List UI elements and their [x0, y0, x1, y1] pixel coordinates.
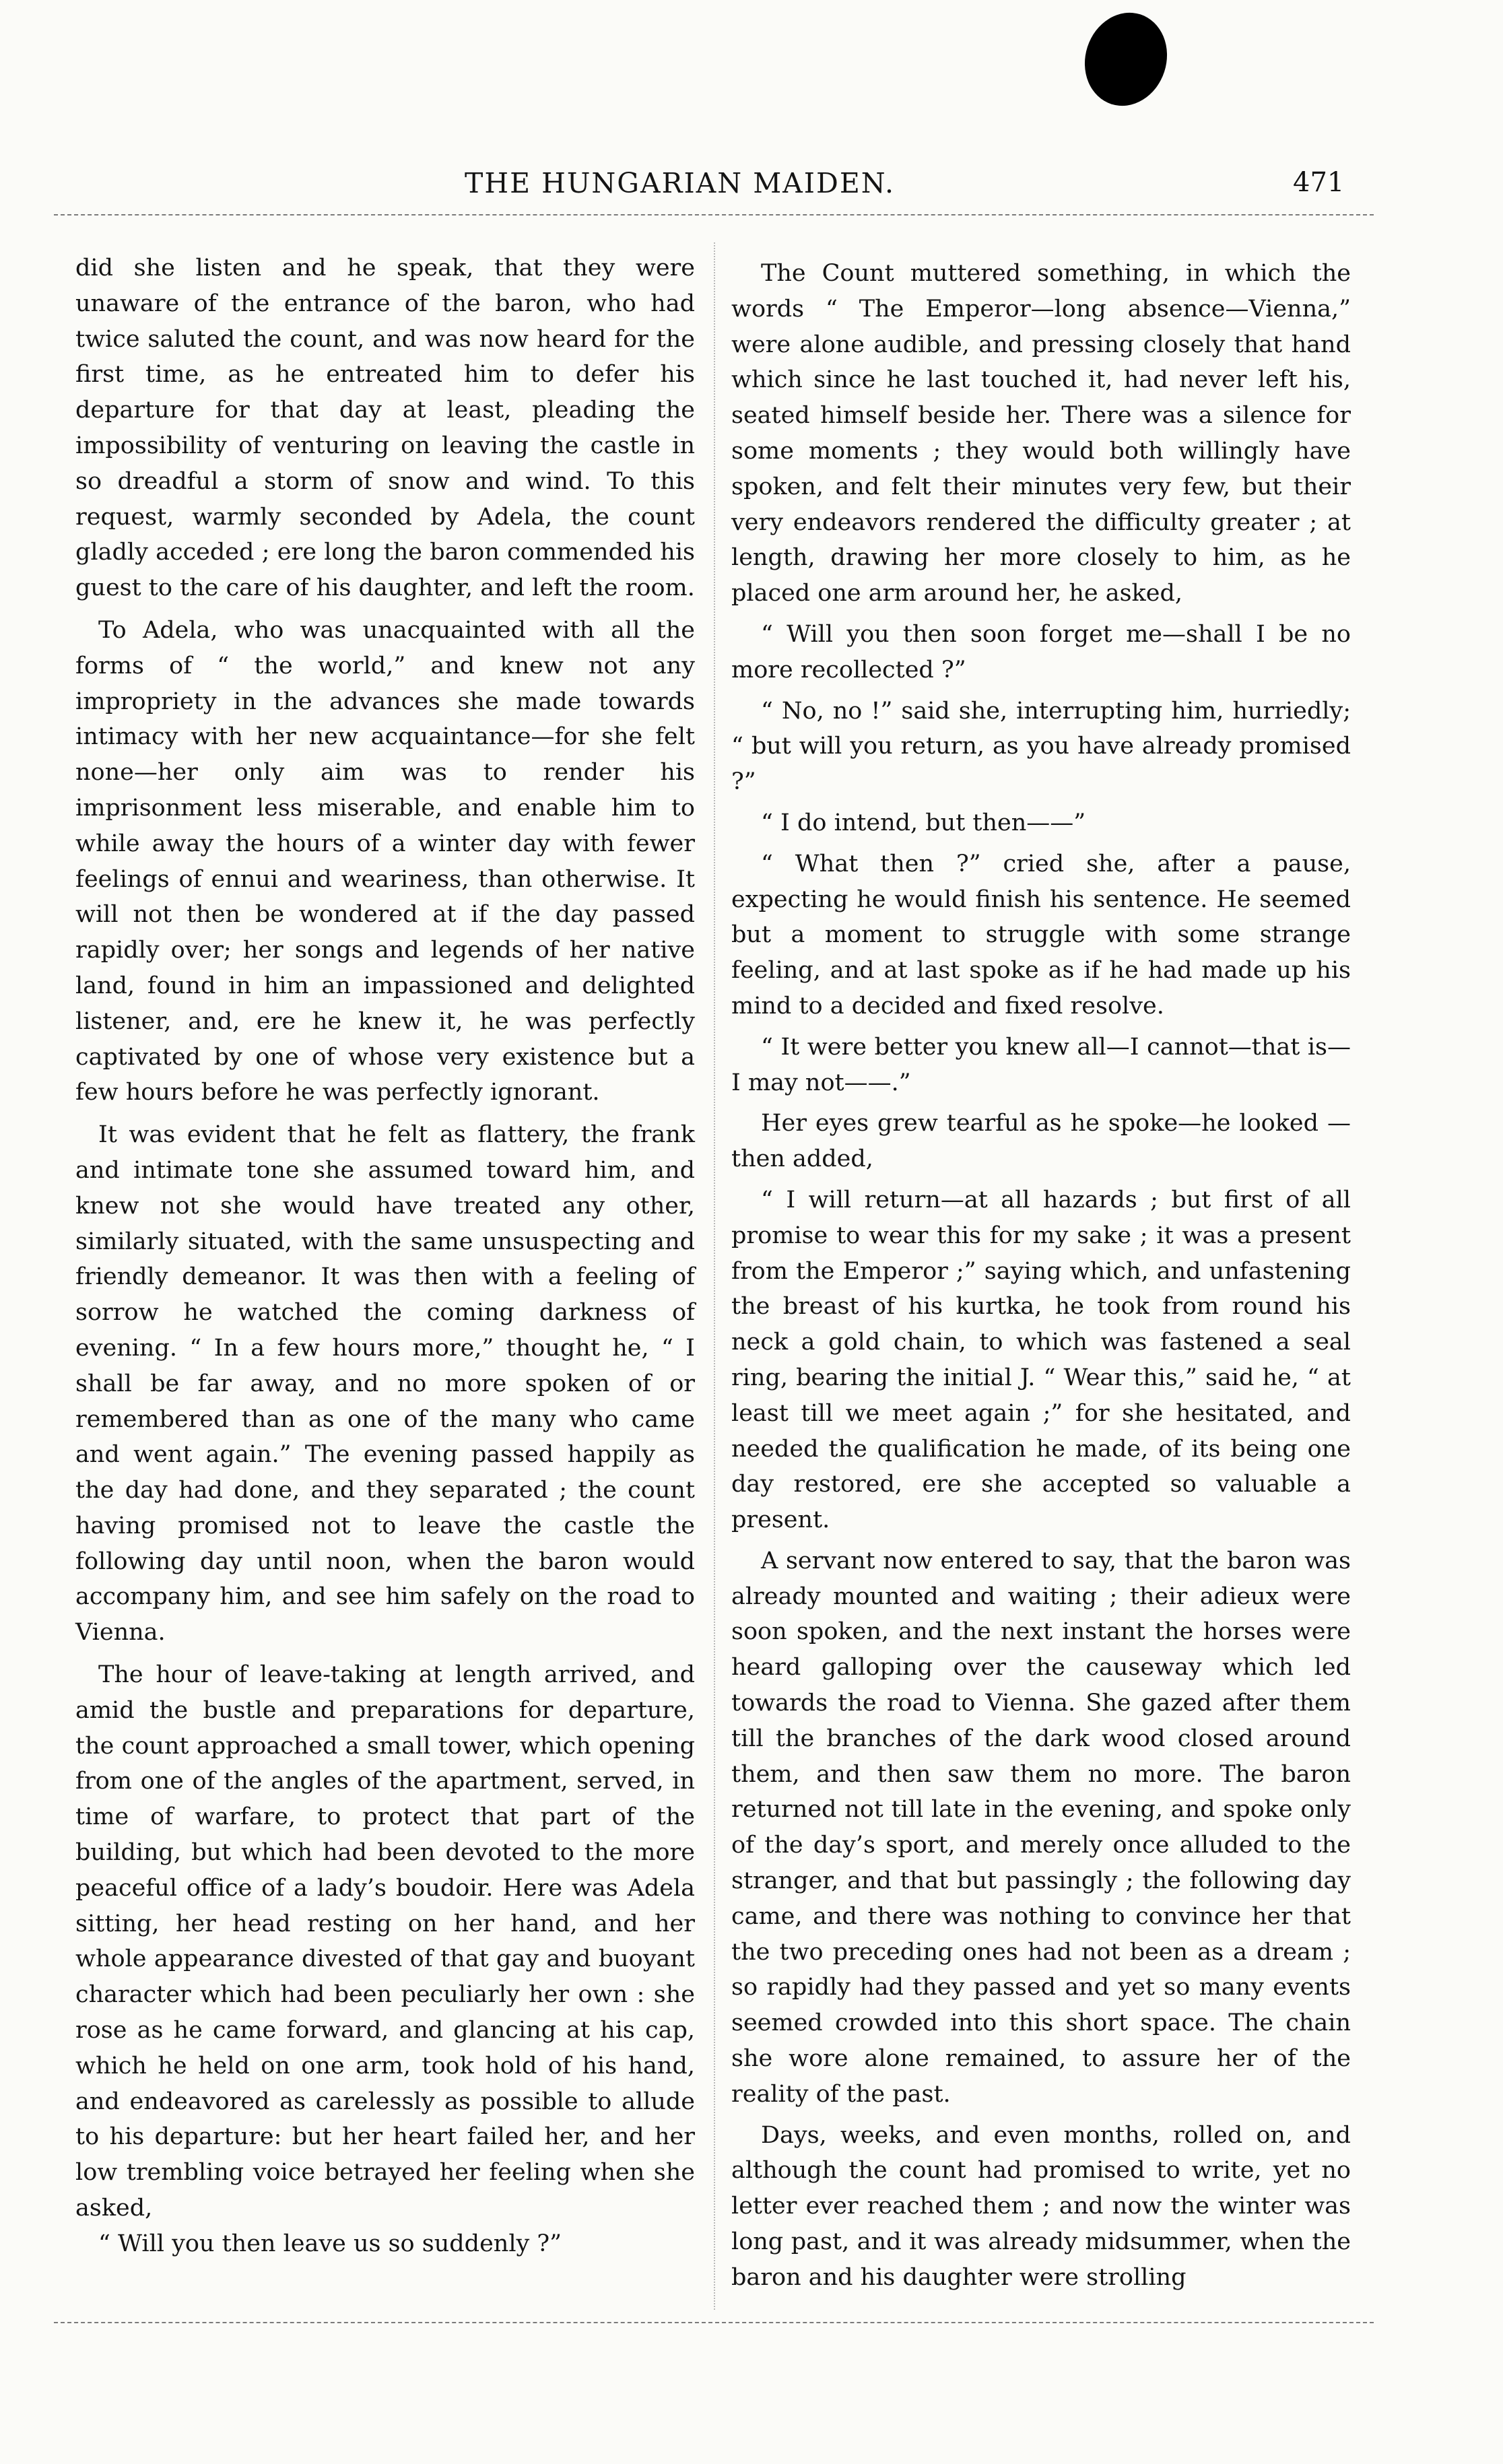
paragraph: It was evident that he felt as flattery, the frank and intimate tone she assumed toward him, and knew not she would have treated any other, similarly situated, with the same unsuspecting and friendly demeanor. It was then with a feeling of sorrow he watched the coming darkness of evening. “ In a few hours more,” thought he, “ I shall be far away, and no more spoken of or remembered than as one of the many who came and went again.” The evening passed happily as the day had done, and they separated ; the count having promised not to leave the castle the following day until noon, when the baron would accompany him, and see him safely on the road to Vienna. — [75, 1121, 695, 1646]
header-rule — [54, 214, 1374, 215]
paragraph: The Count muttered something, in which the words “ The Emperor—long absence—Vienna,” were alone audible, and pressing closely that hand which since he last touched it, had never left his, seated himself beside her. There was a silence for some moments ; they would both willingly have spoken, and felt their minutes very few, but their very endeavors rendered the difficulty greater ; at length, drawing her more closely to him, as he placed one arm around her, he asked, — [731, 260, 1351, 607]
paragraph: A servant now entered to say, that the baron was already mounted and waiting ; their adieux were soon spoken, and the next instant the horses were heard galloping over the causeway which led towards the road to Vienna. She gazed after them till the branches of the dark wood closed around them, and then saw them no more. The baron returned not till late in the evening, and spoke only of the day’s sport, and merely once alluded to the stranger, and that but passingly ; the following day came, and there was nothing to convince her that the two preceding ones had not been as a dream ; so rapidly had they passed and yet so many events seemed crowded into this short space. The chain she wore alone remained, to assure her of the reality of the past. — [731, 1547, 1351, 2108]
running-title: THE HUNGARIAN MAIDEN. — [465, 167, 896, 199]
paragraph: The hour of leave-taking at length arrived, and amid the bustle and preparations for departure, the count approached a small tower, which opening from one of the angles of the apartment, served, in time of warfare, to protect that part of the building, but which had been devoted to the more peaceful office of a lady’s boudoir. Here was Adela sitting, her head resting on her hand, and her whole appearance divested of that gay and buoyant character which had been peculiarly her own : she rose as he came forward, and glancing at his cap, which he held on one arm, took hold of his hand, and endeavored as carelessly as possible to allude to his departure: but her heart failed her, and her low trembling voice betrayed her feeling when she asked, — [75, 1661, 695, 2222]
left-column — [75, 251, 695, 2262]
page-number: 471 — [1293, 167, 1345, 198]
paragraph: To Adela, who was unacquainted with all the forms of “ the world,” and knew not any impropriety in the advances she made towards intimacy with her new acquaintance—for she felt none—her only aim was to render his imprisonment less miserable, and enable him to while away the hours of a winter day with fewer feelings of ennui and weariness, than otherwise. It will not then be wondered at if the day passed rapidly over; her songs and legends of her native land, found in him an impassioned and delighted listener, and, ere he knew it, he was perfectly captivated by one of whose very existence but a few hours before he was perfectly ignorant. — [75, 616, 695, 1106]
paragraph: “ Will you then leave us so suddenly ?” — [98, 2230, 562, 2257]
paragraph: “ I will return—at all hazards ; but first of all promise to wear this for my sake ; it was a present from the Emperor ;” saying which, and unfastening the breast of his kurtka, he took from round his neck a gold chain, to which was fastened a seal ring, bearing the initial J. “ Wear this,” said he, “ at least till we meet again ;” for she hesitated, and needed the qualification he made, of its being one day restored, ere she accepted so valuable a present. — [731, 1186, 1351, 1534]
paragraph: Days, weeks, and even months, rolled on, and although the count had promised to write, yet no letter ever reached them ; and now the winter was long past, and it was already midsummer, when the baron and his daughter were strolling — [731, 2121, 1351, 2291]
column-divider — [714, 242, 715, 2310]
paragraph: “ I do intend, but then——” — [761, 809, 1086, 836]
paragraph: “ Will you then soon forget me—shall I be no more recollected ?” — [731, 620, 1351, 684]
page-header — [465, 167, 1354, 221]
ink-blot — [1073, 2, 1178, 116]
right-column — [731, 251, 1351, 2296]
paragraph: “ What then ?” cried she, after a pause, expecting he would finish his sentence. He seemed but a moment to struggle with some strange feeling, and at last spoke as if he had made up his mind to a decided and fixed resolve. — [731, 850, 1351, 1020]
paragraph: Her eyes grew tearful as he spoke—he looked —then added, — [731, 1110, 1351, 1173]
paragraph: “ It were better you knew all—I cannot—that is—I may not——.” — [731, 1033, 1351, 1096]
paragraph: “ No, no !” said she, interrupting him, hurriedly; “ but will you return, as you have already promised ?” — [731, 697, 1351, 796]
footer-rule — [54, 2322, 1374, 2323]
paragraph: did she listen and he speak, that they were unaware of the entrance of the baron, who had twice saluted the count, and was now heard for the first time, as he entreated him to defer his departure for that day at least, pleading the impossibility of venturing on leaving the castle in so dreadful a storm of snow and wind. To this request, warmly seconded by Adela, the count gladly acceded ; ere long the baron commended his guest to the care of his daughter, and left the room. — [75, 255, 695, 602]
